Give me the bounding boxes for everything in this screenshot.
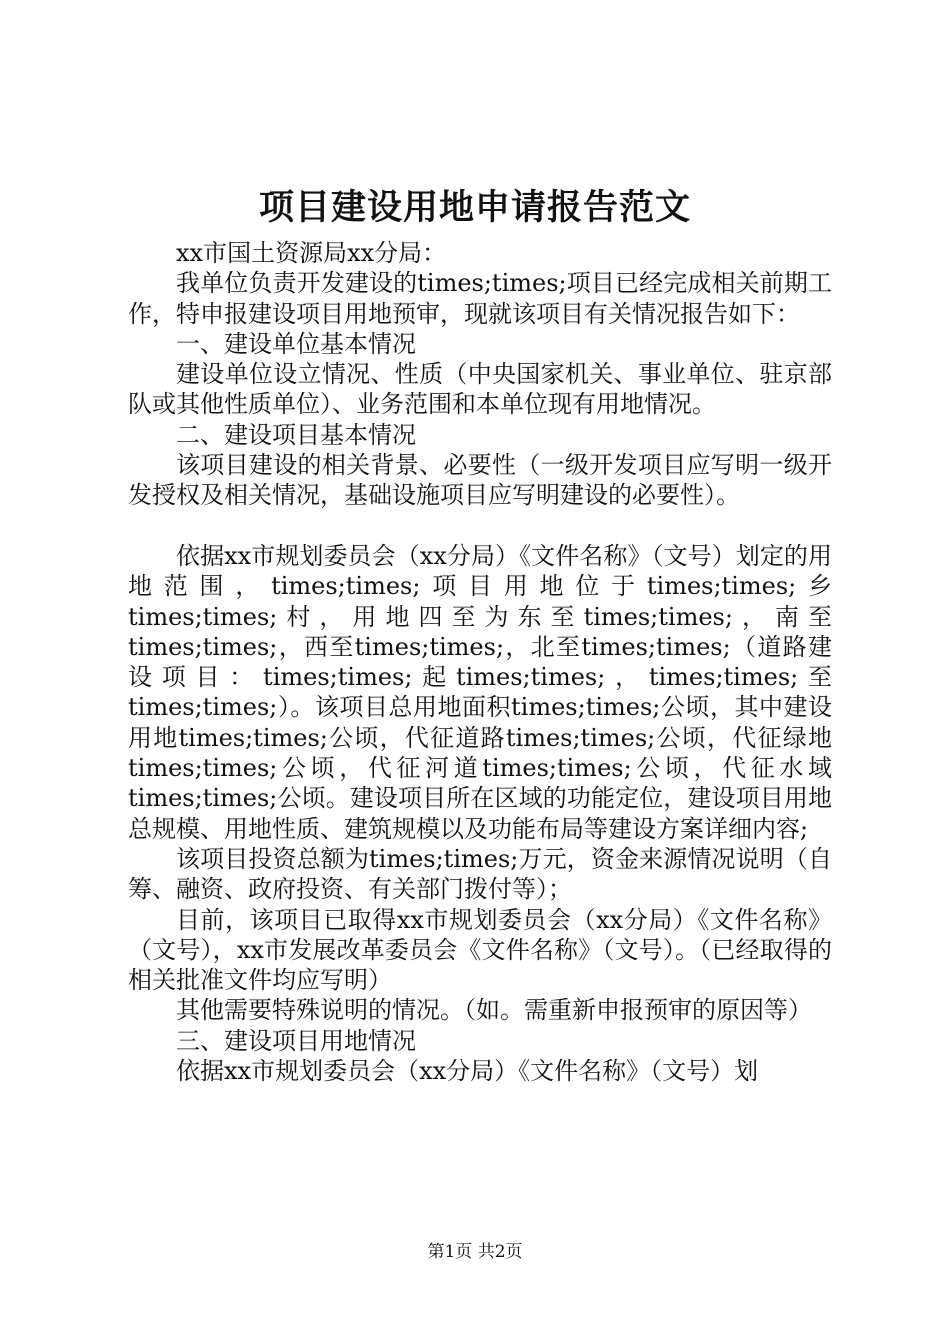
special-notes-paragraph: 其他需要特殊说明的情况。（如。需重新申报预审的原因等） xyxy=(176,996,812,1025)
section-heading-3: 三、建设项目用地情况 xyxy=(176,1026,416,1055)
document-title: 项目建设用地申请报告范文 xyxy=(258,187,691,228)
investment-paragraph: 该项目投资总额为times;times;万元，资金来源情况说明（自筹、融资、政府投资、有关部门拨付等）； xyxy=(128,844,832,904)
document-body xyxy=(128,238,832,1086)
page-footer: 第1页 共2页 xyxy=(427,1242,523,1262)
background-paragraph: 该项目建设的相关背景、必要性（一级开发项目应写明一级开发授权及相关情况，基础设施项目应写明建设的必要性）。 xyxy=(128,451,832,510)
land-use-paragraph: 依据xx市规划委员会（xx分局）《文件名称》（文号）划 xyxy=(176,1057,759,1086)
section-heading-1: 一、建设单位基本情况 xyxy=(176,329,416,358)
intro-paragraph: 我单位负责开发建设的times;times;项目已经完成相关前期工作，特申报建设项目用地预审，现就该项目有关情况报告如下： xyxy=(128,269,832,328)
salutation-paragraph: xx市国土资源局xx分局： xyxy=(176,239,447,267)
approvals-paragraph: 目前，该项目已取得xx市规划委员会（xx分局）《文件名称》（文号），xx市发展改革委员会《文件名称》（文号）。（已经取得的相关批准文件均应写明） xyxy=(128,905,832,995)
unit-info-paragraph: 建设单位设立情况、性质（中央国家机关、事业单位、驻京部队或其他性质单位）、业务范围和本单位现有用地情况。 xyxy=(128,360,832,419)
land-scope-paragraph: 依据xx市规划委员会（xx分局）《文件名称》（文号）划定的用地范围，times;times;项目用地位于times;times;乡times;times;村，用地四至为东至times;times;，南至times;times;，西至times;times;，北至times;times;（道路建设项目：times;times;起times;times;，times;times;至times;times;）。该项目总用地面积times;times;公顷，其中建设用地times;times;公顷，代征道路times;times;公顷，代征绿地times;times;公顷，代征河道times;times;公顷，代征水域times;times;公顷。建设项目所在区域的功能定位，建设项目用地总规模、用地性质、建筑规模以及功能布局等建设方案详细内容; xyxy=(128,541,832,843)
section-heading-2: 二、建设项目基本情况 xyxy=(176,420,416,449)
